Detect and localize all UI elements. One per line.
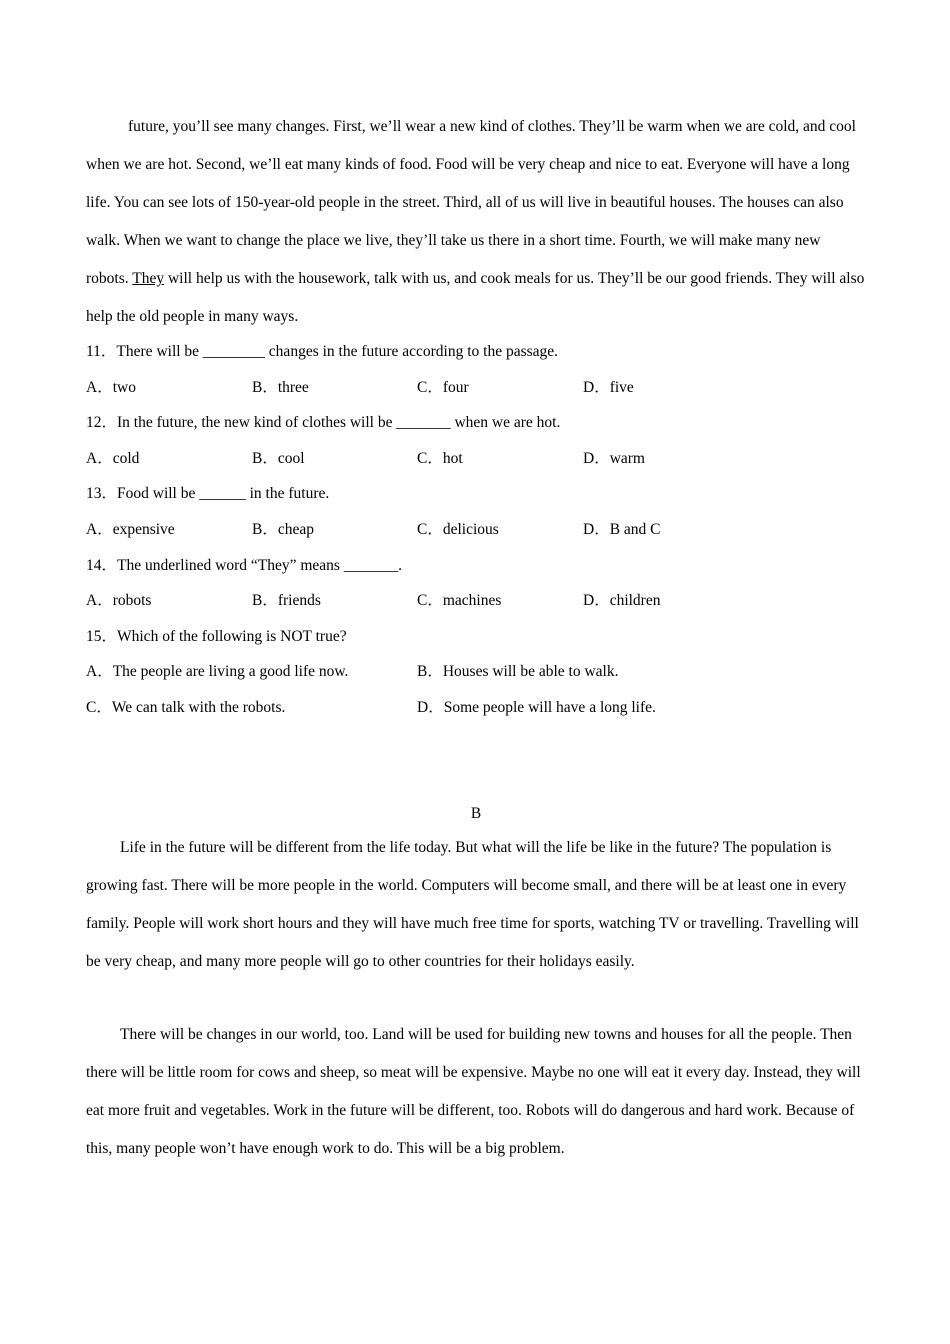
question-14-stem: 14．The underlined word “They” means _______. bbox=[86, 557, 402, 574]
q11-option-c[interactable]: C．four bbox=[417, 379, 469, 396]
underlined-word-they: They bbox=[132, 270, 165, 287]
question-11-stem: 11．There will be ________ changes in the future according to the passage. bbox=[86, 343, 559, 360]
q11-option-b[interactable]: B．three bbox=[252, 379, 309, 396]
q12-option-a[interactable]: A．cold bbox=[86, 450, 140, 467]
q13-option-b[interactable]: B．cheap bbox=[252, 521, 314, 538]
q15-option-a[interactable]: A．The people are living a good life now. bbox=[86, 663, 349, 680]
q15-option-b[interactable]: B．Houses will be able to walk. bbox=[417, 663, 619, 680]
q14-option-a[interactable]: A．robots bbox=[86, 592, 152, 609]
q13-option-c[interactable]: C．delicious bbox=[417, 521, 499, 538]
passage-b-paragraph-2: There will be changes in our world, too. Land will be used for building new towns and houses for all the people. Then there will be little room for cows and sheep, so meat will be expensive. Maybe no one will eat it every day. Instead, they will eat more fruit and vegetables. Work in the future will be different, too. Robots will do dangerous and hard work. Because of this, many people won’t have enough work to do. This will be a big problem. bbox=[86, 1026, 861, 1157]
q12-option-c[interactable]: C．hot bbox=[417, 450, 463, 467]
passage-a-text-end: will help us with the housework, talk with us, and cook meals for us. They’ll be our good friends. They will also help the old people in many ways. bbox=[86, 270, 865, 325]
q14-option-b[interactable]: B．friends bbox=[252, 592, 321, 609]
passage-b-paragraph-1: Life in the future will be different from the life today. But what will the life be like in the future? The population is growing fast. There will be more people in the world. Computers will become small, and there will be at least one in every family. People will work short hours and they will have much free time for sports, watching TV or travelling. Travelling will be very cheap, and many more people will go to other countries for their holidays easily. bbox=[86, 839, 859, 970]
q13-option-a[interactable]: A．expensive bbox=[86, 521, 175, 538]
q11-option-a[interactable]: A．two bbox=[86, 379, 136, 396]
question-12-stem: 12．In the future, the new kind of clothes will be _______ when we are hot. bbox=[86, 414, 561, 431]
passage-b-heading: B bbox=[470, 805, 482, 822]
q15-option-c[interactable]: C．We can talk with the robots. bbox=[86, 699, 286, 716]
passage-a-text-start: future, you’ll see many changes. First, we’ll wear a new kind of clothes. They’ll be warm when we are cold, and cool when we are hot. Second, we’ll eat many kinds of food. Food will be very cheap and nice to eat. Everyone will have a long life. You can see lots of 150-year-old people in the street. Third, all of us will live in beautiful houses. The houses can also walk. When we want to change the place we live, they’ll take us there in a short time. Fourth, we will make many new robots. bbox=[86, 118, 856, 287]
question-15-stem: 15．Which of the following is NOT true? bbox=[86, 628, 347, 645]
q12-option-d[interactable]: D．warm bbox=[583, 450, 645, 467]
q14-option-d[interactable]: D．children bbox=[583, 592, 661, 609]
q14-option-c[interactable]: C．machines bbox=[417, 592, 502, 609]
q12-option-b[interactable]: B．cool bbox=[252, 450, 305, 467]
q15-option-d[interactable]: D．Some people will have a long life. bbox=[417, 699, 656, 716]
passage-a-paragraph bbox=[86, 108, 866, 336]
q11-option-d[interactable]: D．five bbox=[583, 379, 634, 396]
question-13-stem: 13．Food will be ______ in the future. bbox=[86, 485, 330, 502]
q13-option-d[interactable]: D．B and C bbox=[583, 521, 661, 538]
